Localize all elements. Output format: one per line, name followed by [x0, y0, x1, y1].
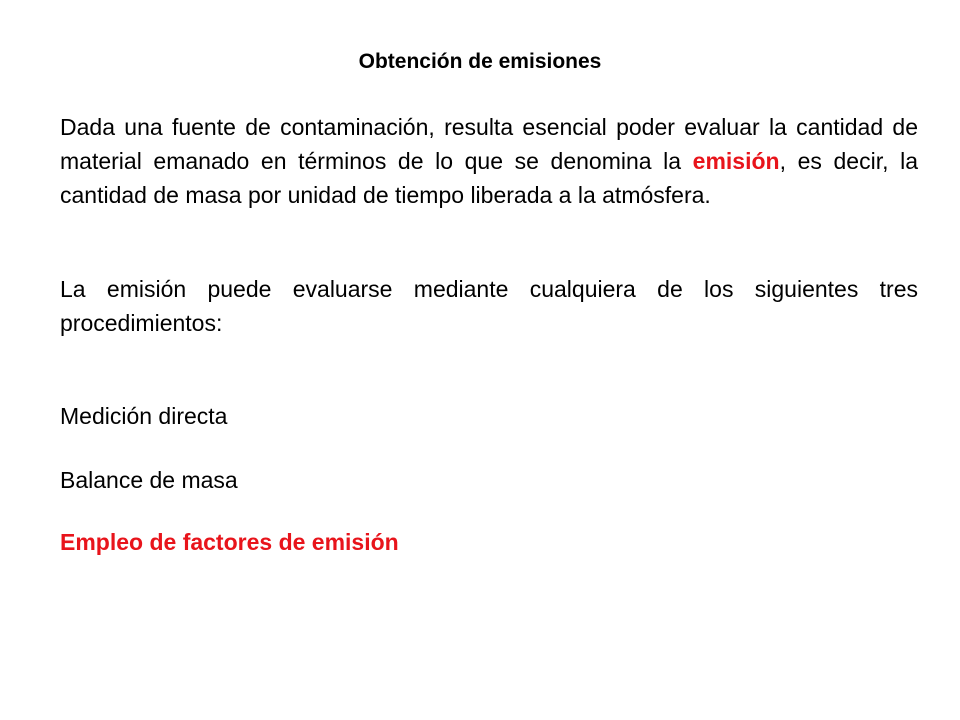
intro-paragraph — [60, 110, 918, 212]
intro-text-after: , es decir, la cantidad de masa por unidad de tiempo liberada a la atmósfera. — [60, 148, 918, 208]
method-direct-measurement: Medición directa — [60, 403, 228, 429]
slide-title: Obtención de emisiones — [358, 50, 602, 73]
intro-text-before: Dada una fuente de contaminación, resulta esencial poder evaluar la cantidad de material emanado en términos de lo que se denomina la — [60, 114, 918, 174]
procedures-paragraph: La emisión puede evaluarse mediante cualquiera de los siguientes tres procedimientos: — [60, 276, 918, 336]
method-mass-balance: Balance de masa — [60, 467, 238, 493]
emision-highlight: emisión — [692, 148, 780, 174]
method-emission-factors: Empleo de factores de emisión — [60, 529, 399, 555]
